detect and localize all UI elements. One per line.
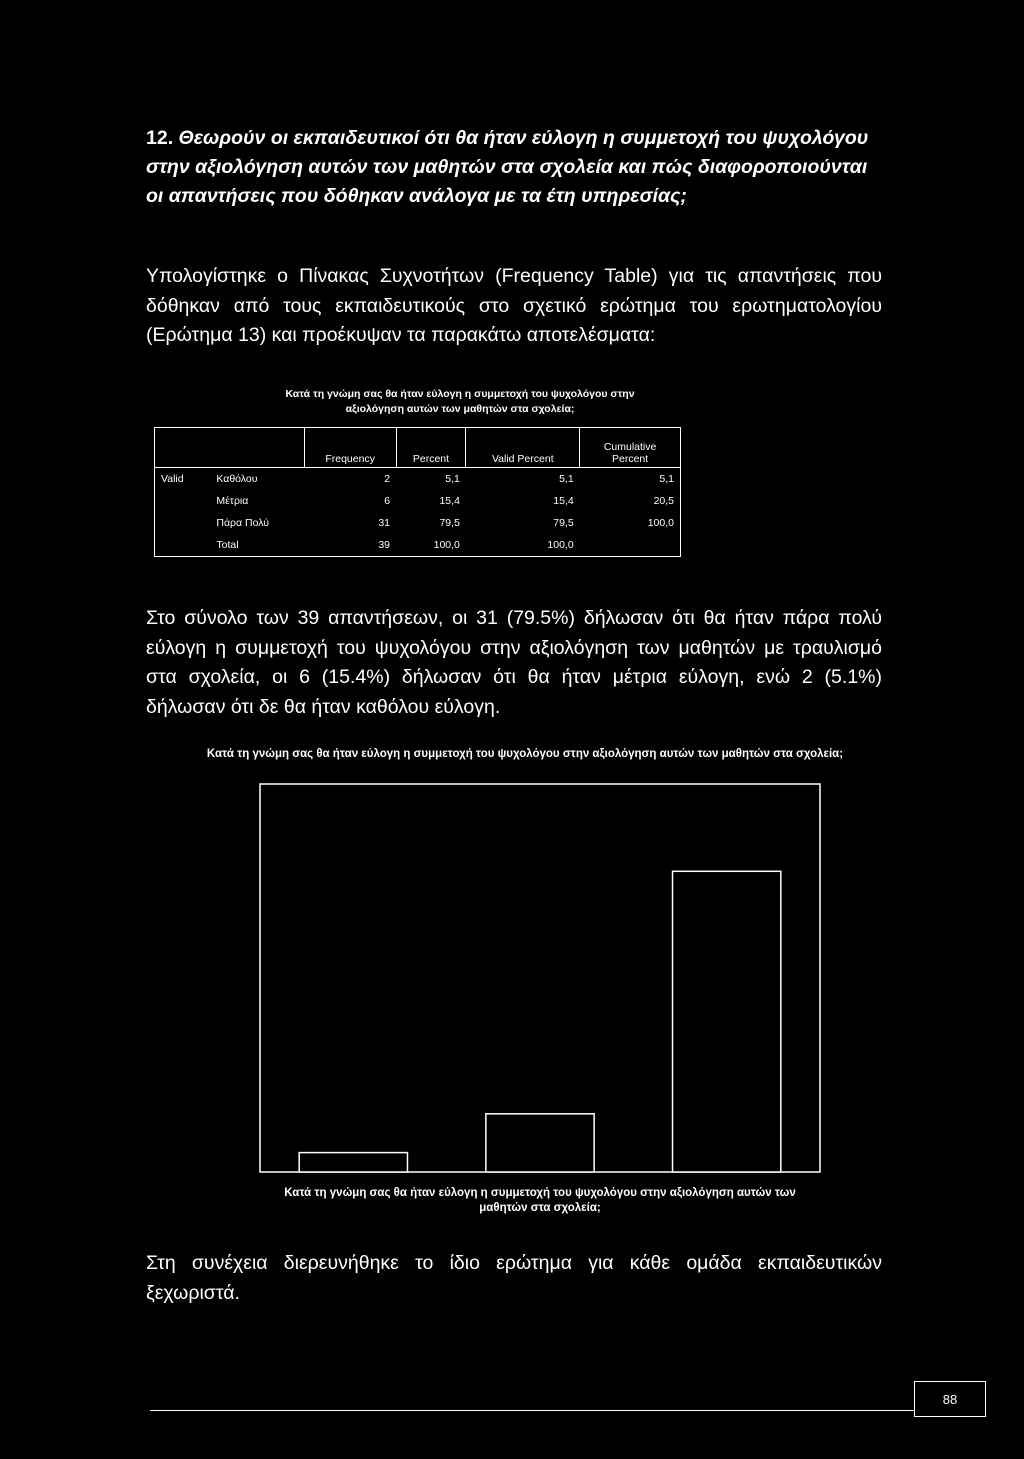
cell-valid-percent: 5,1 [559,473,574,485]
cell-frequency: 2 [384,473,391,485]
chart-bar-3 [673,871,781,1172]
cell-percent: 15,4 [439,495,460,507]
cell-frequency: 6 [384,495,391,507]
cell-valid-percent: 79,5 [553,517,574,529]
header-percent: Percent [396,428,466,468]
header-frequency: Frequency [304,428,396,468]
chart-title: Κατά τη γνώμη σας θα ήταν εύλογη η συμμετοχή του ψυχολόγου στην αξιολόγηση αυτών των μαθητών στα σχολεία; [206,748,844,760]
table-title-line-1: Κατά τη γνώμη σας θα ήταν εύλογη η συμμετοχή του ψυχολόγου στην [285,388,635,400]
cell-cumulative-percent [580,534,681,557]
cell-valid-percent: 100,0 [466,534,580,557]
cell-cumulative-percent: 100,0 [580,512,681,534]
chart-bar-1 [299,1153,407,1172]
chart-bar-2 [486,1114,594,1172]
question-text: Θεωρούν οι εκπαιδευτικοί ότι θα ήταν εύλογη η συμμετοχή του ψυχολόγου στην αξιολόγηση αυτών των μαθητών στα σχολεία και πώς διαφοροποιούνται οι απαντήσεις που δόθηκαν ανάλογα με τα έτη υπηρεσίας; [146,127,869,207]
row-label: Πάρα Πολύ [216,517,269,529]
frequency-table [154,427,681,557]
header-cumulative-percent [580,428,681,468]
table-title [170,387,750,417]
row-label: Total [210,534,304,557]
cell-percent: 5,1 [445,473,460,485]
footer-rule [150,1410,914,1411]
header-cumulative-line-1: Cumulative [603,441,657,453]
chart-x-axis-label: Κατά τη γνώμη σας θα ήταν εύλογη η συμμετοχή του ψυχολόγου στην αξιολόγηση αυτών των μαθητών στα σχολεία; [284,1187,796,1214]
closing-paragraph: Στη συνέχεια διερευνήθηκε το ίδιο ερώτημα για κάθε ομάδα εκπαιδευτικών ξεχωριστά. [146,1252,882,1304]
cell-cumulative-percent: 20,5 [580,490,681,512]
cell-valid-percent: 15,4 [553,495,574,507]
bar-chart [250,782,822,1176]
table-row [155,490,681,512]
table-row [155,512,681,534]
cell-frequency: 31 [378,517,391,529]
cell-frequency: 39 [304,534,396,557]
header-valid-percent: Valid Percent [466,428,580,468]
row-label: Καθόλου [216,473,258,485]
header-cumulative-line-2: Percent [611,453,649,465]
summary-paragraph: Στο σύνολο των 39 απαντήσεων, οι 31 (79.5%) δήλωσαν ότι θα ήταν πάρα πολύ εύλογη η συμμετοχή του ψυχολόγου στην αξιολόγηση των μαθητών με τραυλισμό στα σχολεία, οι 6 (15.4%) δήλωσαν ότι θα ήταν μέτρια εύλογη, ενώ 2 (5.1%) δήλωσαν ότι δε θα ήταν καθόλου εύλογη. [146,607,882,718]
row-label: Μέτρια [216,495,249,507]
row-group-label: Valid [155,468,211,491]
table-row [155,468,681,491]
question-heading [146,124,886,211]
question-number: 12. [146,127,174,149]
intro-paragraph: Υπολογίστηκε ο Πίνακας Συχνοτήτων (Frequency Table) για τις απαντήσεις που δόθηκαν από τους εκπαιδευτικούς στο σχετικό ερώτημα του ερωτηματολογίου (Ερώτημα 13) και προέκυψαν τα παρακάτω αποτελέσματα: [146,265,882,346]
table-title-line-2: αξιολόγηση αυτών των μαθητών στα σχολεία; [345,403,575,415]
cell-percent: 79,5 [439,517,460,529]
header-blank [155,428,305,468]
page-number: 88 [914,1381,986,1417]
cell-percent: 100,0 [396,534,466,557]
table-row-total [155,534,681,557]
cell-cumulative-percent: 5,1 [580,468,681,491]
